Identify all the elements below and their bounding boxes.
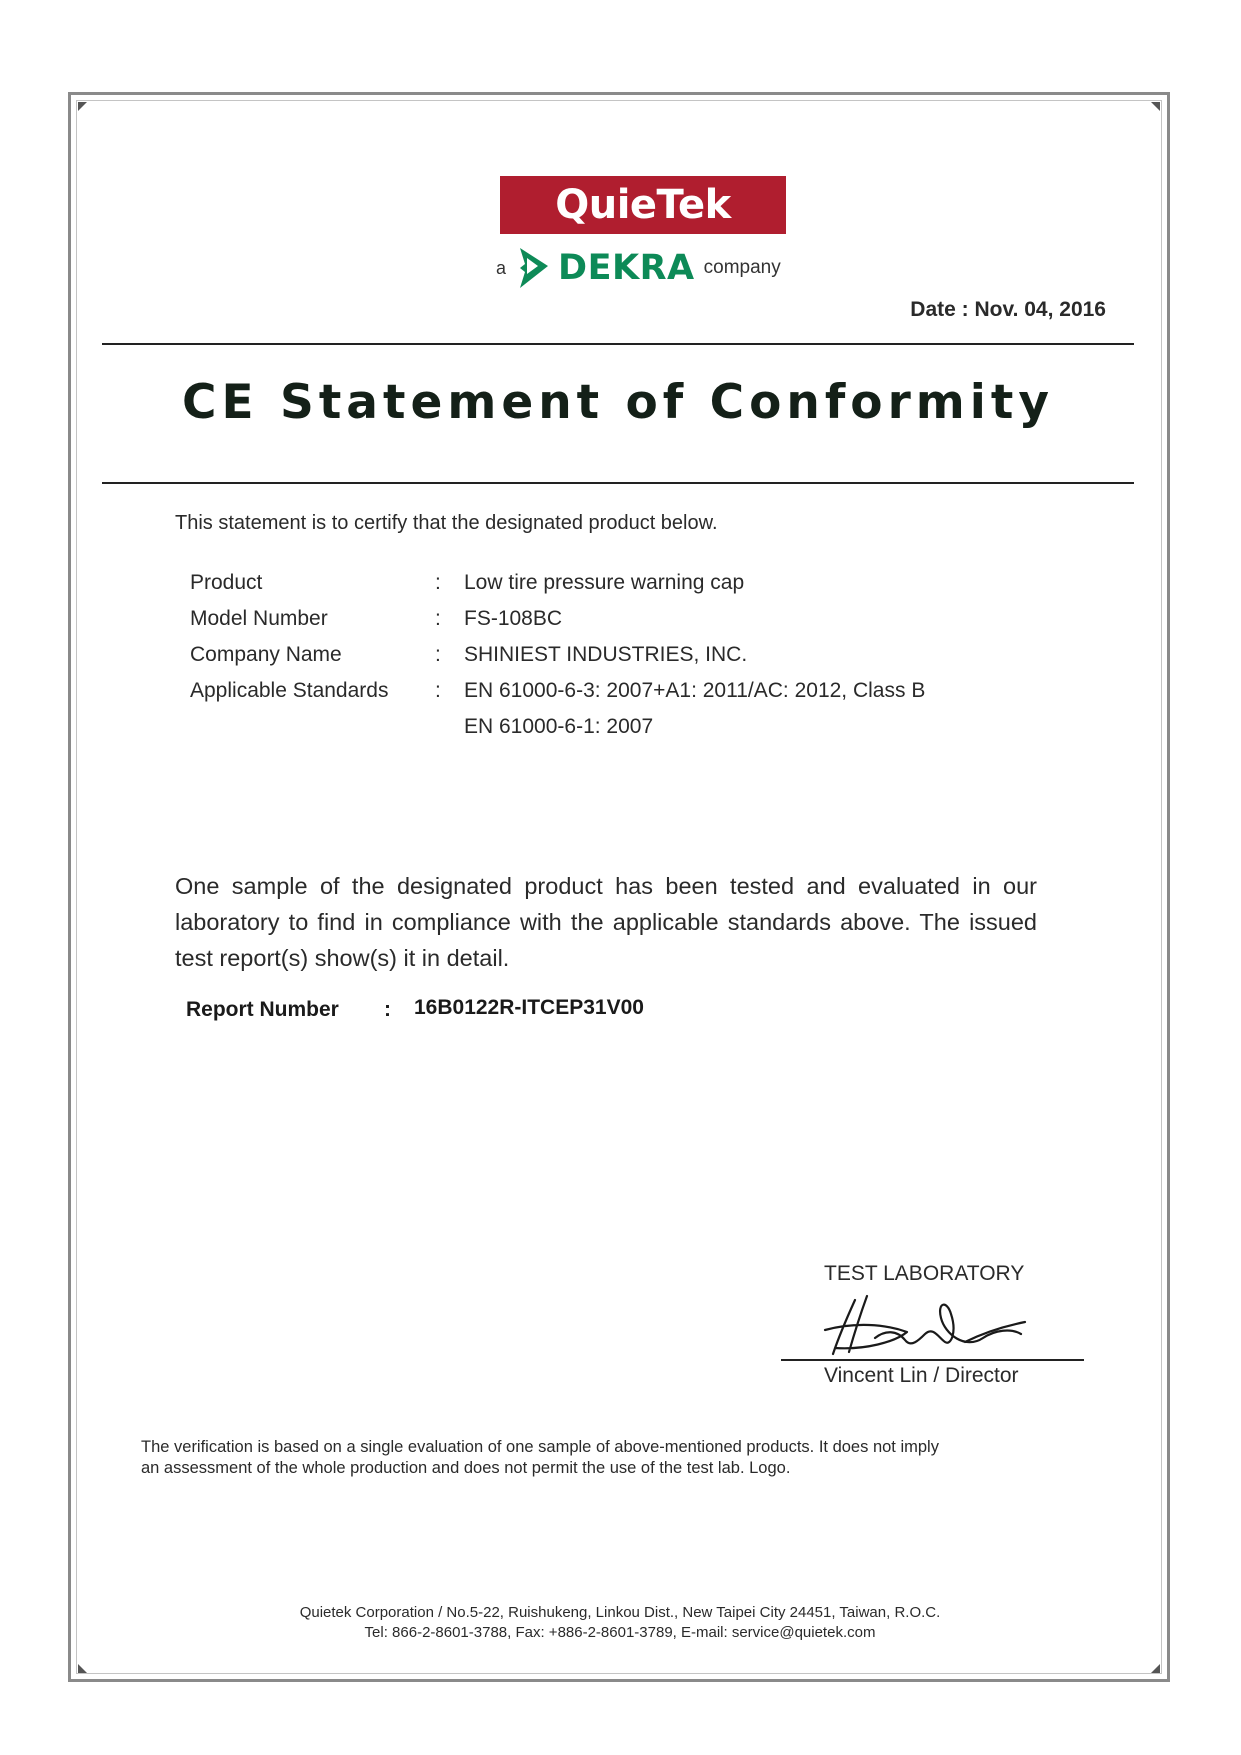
verification-note: The verification is based on a single evaluation of one sample of above-mentioned products. It does not imply an assessment of the whole production and does not permit the use of the test lab. Logo. — [141, 1438, 939, 1477]
field-value: EN 61000-6-1: 2007 — [464, 715, 654, 738]
field-colon: : — [435, 679, 441, 702]
signature-line — [781, 1359, 1084, 1361]
field-value: EN 61000-6-3: 2007+A1: 2011/AC: 2012, Class B — [464, 679, 926, 702]
field-label: Product — [190, 571, 263, 594]
field-colon: : — [435, 571, 441, 594]
footer-address: Quietek Corporation / No.5-22, Ruishukeng, Linkou Dist., New Taipei City 24451, Taiwan, R.O.C. — [299, 1604, 941, 1621]
test-laboratory-heading: TEST LABORATORY — [824, 1262, 1025, 1285]
report-number-colon: : — [384, 998, 391, 1021]
affiliation-suffix: company — [703, 257, 781, 278]
field-colon: : — [435, 643, 441, 666]
field-value: FS-108BC — [464, 607, 563, 630]
report-number-row — [186, 996, 644, 1022]
logo-text: QuieTek — [555, 182, 731, 228]
document-date: Date : Nov. 04, 2016 — [910, 298, 1106, 321]
intro-statement: This statement is to certify that the designated product below. — [175, 512, 718, 534]
dekra-arrow-icon — [516, 246, 550, 290]
compliance-paragraph: One sample of the designated product has been tested and evaluated in our laboratory to find in compliance with the applicable standards above. The issued test report(s) show(s) it in detail. — [175, 873, 1037, 971]
footer-contact: Tel: 866-2-8601-3788, Fax: +886-2-8601-3789, E-mail: service@quietek.com — [364, 1624, 876, 1641]
field-label: Model Number — [190, 607, 328, 630]
corner-mark-top-left — [78, 102, 87, 111]
corner-mark-bottom-left — [78, 1664, 87, 1673]
affiliation-prefix: a — [496, 257, 507, 278]
dekra-affiliation — [496, 244, 796, 292]
quietek-logo — [500, 176, 786, 234]
handwritten-signature — [815, 1282, 1035, 1362]
corner-mark-bottom-right — [1151, 1664, 1160, 1673]
field-colon: : — [435, 607, 441, 630]
corner-mark-top-right — [1151, 102, 1160, 111]
affiliation-name: DEKRA — [558, 248, 695, 288]
field-value: Low tire pressure warning cap — [464, 571, 745, 594]
title-rule-top — [102, 343, 1134, 345]
document-title: CE Statement of Conformity — [182, 375, 1054, 430]
company-footer — [200, 1603, 1040, 1643]
field-value: SHINIEST INDUSTRIES, INC. — [464, 643, 748, 666]
signer-name: Vincent Lin / Director — [824, 1364, 1019, 1387]
field-label: Company Name — [190, 643, 342, 666]
report-number-label: Report Number — [186, 998, 339, 1021]
title-rule-bottom — [102, 482, 1134, 484]
report-number-value: 16B0122R-ITCEP31V00 — [414, 996, 644, 1019]
field-label: Applicable Standards — [190, 679, 389, 702]
